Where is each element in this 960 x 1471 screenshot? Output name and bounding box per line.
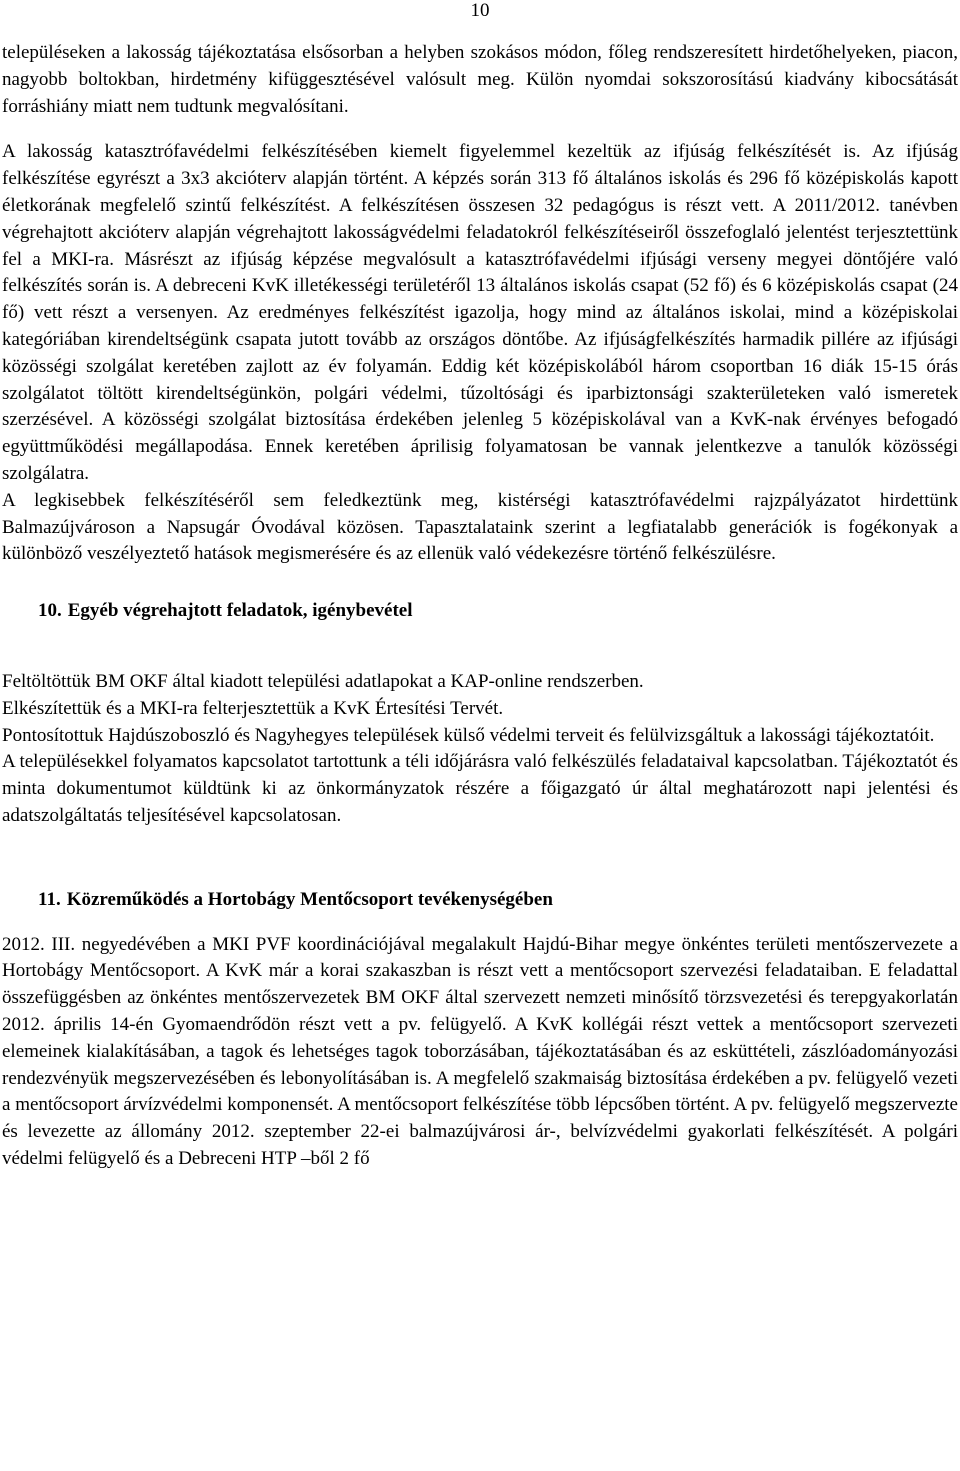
- page-content: [2, 40, 958, 1173]
- section-11-paragraph: 2012. III. negyedévében a MKI PVF koordinációjával megalakult Hajdú-Bihar megye önkéntes területi mentőszervezete a Hortobágy Mentőcsoport. A KvK már a korai szakaszban is részt vett a mentőcsoport szervezési feladataiban. E feladattal összefüggésben az önkéntes mentőszervezetek BM OKF által szervezett nemzeti minősítő törzsvezetési és terepgyakorlatán 2012. április 14-én Gyomaendrődön részt vett a pv. felügyelő. A KvK kollégái részt vettek a mentőcsoport szervezeti elemeinek kialakításában, a tagok és lehetséges tagok toborzásában, tájékoztatásában és az esküttételi, zászlóadományozási rendezvényük megszervezésében és lebonyolításában is. A megfelelő szakmaiság biztosítása érdekében a pv. felügyelő vezeti a mentőcsoport árvízvédelmi komponensét. A mentőcsoport felkészítése több lépcsőben történt. A pv. felügyelő megszervezte és levezette az állomány 2012. szeptember 22-ei balmazújvárosi ár-, belvízvédelmi gyakorlati felkészítését. A polgári védelmi felügyelő és a Debreceni HTP –ből 2 fő: [2, 933, 958, 1169]
- section-10-heading: [2, 598, 958, 625]
- section-10-number: 10.: [38, 600, 62, 622]
- section-11-title: Közreműködés a Hortobágy Mentőcsoport tevékenységében: [66, 888, 553, 910]
- section-10-paragraph: Feltöltöttük BM OKF által kiadott települési adatlapokat a KAP-online rendszerben.: [2, 670, 644, 692]
- section-10-paragraph: Elkészítettük és a MKI-ra felterjesztettük a KvK Értesítési Tervét.: [2, 697, 504, 719]
- section-11-number: 11.: [38, 888, 61, 910]
- section-10-paragraph: A településekkel folyamatos kapcsolatot tartottunk a téli időjárásra való felkészülés feladataival kapcsolatban. Tájékoztatót és minta dokumentumot küldtünk ki az önkormányzatok részére a főigazgató úr által meghatározott napi jelentési és adatszolgáltatás teljesítésével kapcsolatosan.: [2, 751, 958, 826]
- paragraph-ifjusag-felkeszites: A lakosság katasztrófavédelmi felkészítésében kiemelt figyelemmel kezeltük az ifjúság felkészítését is. Az ifjúság felkészítése egyrészt a 3x3 akcióterv alapján történt. A képzés során 313 fő általános iskolás és 296 fő középiskolás kapott életkorának megfelelő szintű felkészítést. A felkészítésen összesen 32 pedagógus is részt vett. A 2011/2012. tanévben végrehajtott akcióterv alapján végrehajtott lakosságvédelmi feladatokról felkészítéseiről összefoglaló jelentést terjesztettünk fel a MKI-ra. Másrészt az ifjúság képzése megvalósult a katasztrófavédelmi ifjúsági verseny megyei döntőjére való felkészítés során is. A debreceni KvK illetékességi területéről 13 általános iskolás csapat (52 fő) és 6 középiskolás csapat (24 fő) vett részt a versenyen. Az eredményes felkészítést igazolja, hogy mind az általános iskolai, mind a középiskolai kategóriában kirendeltségünk csapata jutott tovább az országos döntőbe. Az ifjúságfelkészítés harmadik pillére az ifjúsági közösségi szolgálat keretében zajlott az év folyamán. Eddig két középiskolából három csoportban 16 diák 15-15 órás szolgálatot töltött kirendeltségünkön, polgári védelmi, tűzoltósági és iparbiztonsági szakterületeken való ismeretek szerzésével. A közösségi szolgálat biztosítása érdekében jelenleg 5 középiskolával van a KvK-nak érvényes befogadó együttműködési megállapodása. Ennek keretében áprilisig folyamatosan be vannak jelentkezve a tanulók közösségi szolgálatra.: [2, 141, 958, 484]
- page-number: 10: [470, 0, 490, 21]
- paragraph-lakossag-tajekoztatas: településeken a lakosság tájékoztatása elsősorban a helyben szokásos módon, főleg rendszeresített hirdetőhelyeken, piacon, nagyobb boltokban, hirdetmény kifüggesztésével valósult meg. Külön nyomdai sokszorosítású kiadvány kibocsátását forráshiány miatt nem tudtunk megvalósítani.: [2, 42, 958, 117]
- section-10-paragraph: Pontosítottuk Hajdúszoboszló és Nagyhegyes települések külső védelmi terveit és felülvizsgáltuk a lakossági tájékoztatóit.: [2, 724, 935, 746]
- section-11-heading: [2, 887, 958, 914]
- paragraph-legkisebbek: A legkisebbek felkészítéséről sem feledkeztünk meg, kistérségi katasztrófavédelmi rajzpályázatot hirdettünk Balmazújvároson a Napsugár Óvodával közösen. Tapasztalataink szerint a legfiatalabb generációk is fogékonyak a különböző veszélyeztető hatások megismerésére és az ellenük való védekezésre történő felkészülésre.: [2, 489, 958, 565]
- section-10-title: Egyéb végrehajtott feladatok, igénybevétel: [67, 600, 413, 622]
